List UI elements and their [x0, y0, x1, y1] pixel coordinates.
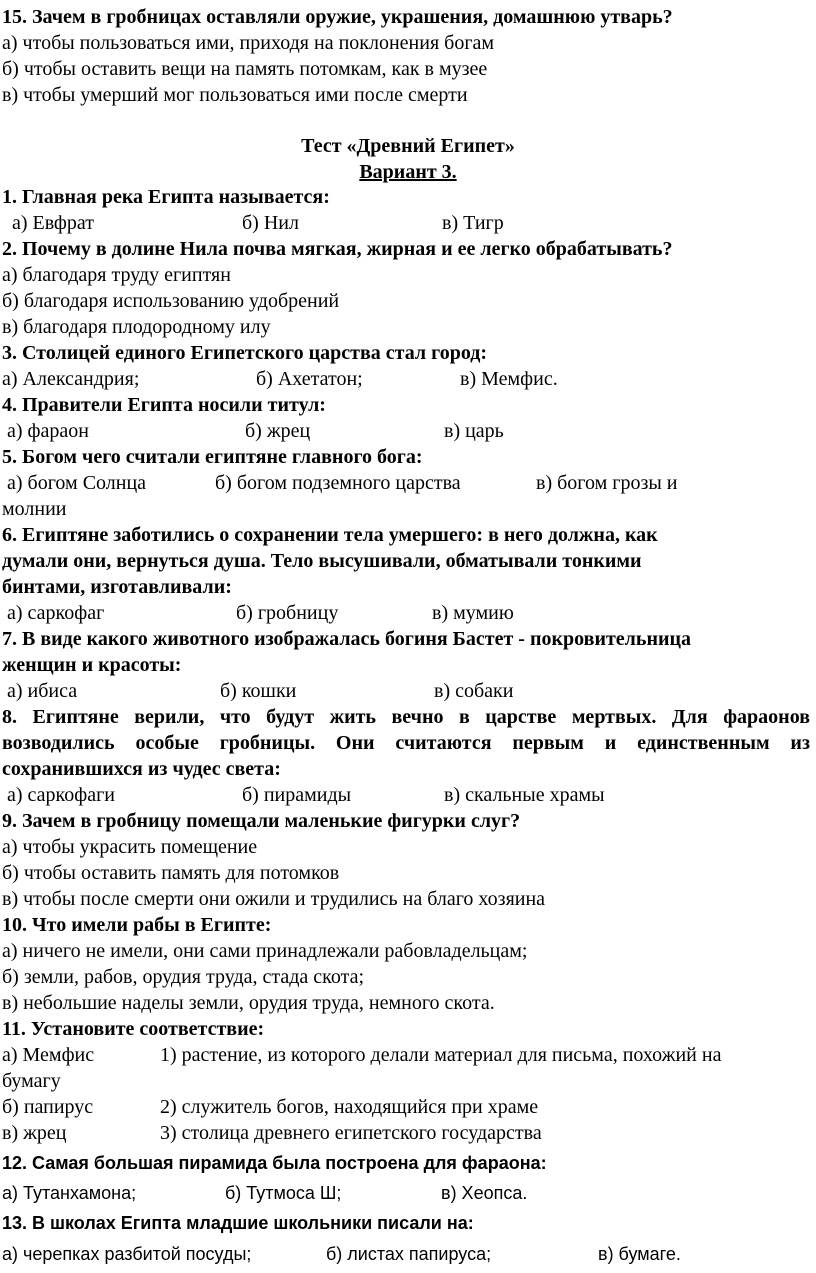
question-7-text-line-2: женщин и красоты:: [2, 654, 182, 676]
question-9-option-c: в) чтобы после смерти они ожили и трудились на благо хозяина: [2, 888, 546, 910]
question-6-text-line-3: бинтами, изготавливали:: [2, 576, 232, 598]
question-11-right-1: 1) растение, из которого делали материал для письма, похожий на: [160, 1044, 722, 1066]
question-15-option-c: в) чтобы умерший мог пользоваться ими после смерти: [2, 84, 468, 106]
question-3-text: 3. Столицей единого Египетского царства стал город:: [2, 342, 488, 364]
question-1-option-a: а) Евфрат: [12, 212, 94, 234]
question-10-option-a: а) ничего не имели, они сами принадлежали рабовладельцам;: [2, 940, 528, 962]
question-1-text: 1. Главная река Египта называется:: [2, 186, 330, 208]
question-2-text: 2. Почему в долине Нила почва мягкая, жирная и ее легко обрабатывать?: [2, 238, 673, 260]
question-11-left-1: а) Мемфис: [2, 1044, 95, 1066]
question-15-text: 15. Зачем в гробницах оставляли оружие, украшения, домашнюю утварь?: [2, 6, 673, 28]
question-2-option-c: в) благодаря плодородному илу: [2, 316, 271, 338]
test-title: Тест «Древний Египет»: [301, 135, 515, 157]
question-7-option-b: б) кошки: [220, 680, 297, 702]
question-2-option-b: б) благодаря использованию удобрений: [2, 290, 340, 312]
question-1-option-c: в) Тигр: [442, 212, 504, 234]
question-6-option-c: в) мумию: [432, 602, 514, 624]
question-9-option-a: а) чтобы украсить помещение: [2, 836, 258, 858]
question-12-text: 12. Самая большая пирамида была построена для фараона:: [2, 1153, 547, 1173]
question-4-text: 4. Правители Египта носили титул:: [2, 394, 326, 416]
question-11-left-2: б) папирус: [2, 1096, 94, 1118]
question-11-left-3: в) жрец: [2, 1122, 67, 1144]
question-4-option-c: в) царь: [444, 420, 504, 442]
question-3-option-b: б) Ахетатон;: [256, 368, 363, 390]
question-7-text-line-1: 7. В виде какого животного изображалась богиня Бастет - покровительница: [2, 628, 692, 650]
question-11-right-2: 2) служитель богов, находящийся при храме: [160, 1096, 539, 1118]
question-8-text-line-1: 8. Египтяне верили, что будут жить вечно в царстве мертвых. Для фараонов: [2, 706, 810, 728]
question-1-option-b: б) Нил: [242, 212, 299, 234]
question-6-option-b: б) гробницу: [236, 602, 339, 624]
question-12-option-b: б) Тутмоса Ш;: [225, 1183, 342, 1203]
question-5-option-c: в) богом грозы и: [536, 472, 678, 494]
question-8-option-b: б) пирамиды: [242, 784, 352, 806]
question-13-option-c: в) бумаге.: [598, 1244, 681, 1264]
question-5-option-b: б) богом подземного царства: [215, 472, 461, 494]
question-9-text: 9. Зачем в гробницу помещали маленькие фигурки слуг?: [2, 810, 521, 832]
question-11-right-3: 3) столица древнего египетского государства: [160, 1122, 542, 1144]
question-10-text: 10. Что имели рабы в Египте:: [2, 914, 272, 936]
question-13-option-b: б) листах папируса;: [326, 1244, 492, 1264]
question-5-text: 5. Богом чего считали египтяне главного бога:: [2, 446, 423, 468]
question-8-text-line-2: возводились особые гробницы. Они считаются первым и единственным из: [2, 732, 810, 754]
question-10-option-b: б) земли, рабов, орудия труда, стада скота;: [2, 966, 365, 988]
question-15-option-a: а) чтобы пользоваться ими, приходя на поклонения богам: [2, 32, 495, 54]
question-5-option-a: а) богом Солнца: [7, 472, 147, 494]
question-2-option-a: а) благодаря труду египтян: [2, 264, 231, 286]
variant-label: Вариант 3.: [359, 161, 457, 183]
question-7-option-c: в) собаки: [434, 680, 514, 702]
question-3-option-c: в) Мемфис.: [460, 368, 558, 390]
question-10-option-c: в) небольшие наделы земли, орудия труда, немного скота.: [2, 992, 495, 1014]
question-7-option-a: а) ибиса: [7, 680, 78, 702]
question-6-text-line-1: 6. Египтяне заботились о сохранении тела умершего: в него должна, как: [2, 524, 658, 546]
question-9-option-b: б) чтобы оставить память для потомков: [2, 862, 340, 884]
question-15-option-b: б) чтобы оставить вещи на память потомкам, как в музее: [2, 58, 488, 80]
question-12-option-a: а) Тутанхамона;: [2, 1183, 137, 1203]
question-11-text: 11. Установите соответствие:: [2, 1018, 265, 1040]
question-4-option-a: а) фараон: [7, 420, 89, 442]
question-13-option-a: а) черепках разбитой посуды;: [2, 1244, 252, 1264]
question-8-option-a: а) саркофаги: [7, 784, 115, 806]
question-6-text-line-2: думали они, вернуться душа. Тело высушивали, обматывали тонкими: [2, 550, 642, 572]
question-12-option-c: в) Хеопса.: [441, 1183, 528, 1203]
question-11-right-1-continued: бумагу: [2, 1070, 61, 1092]
question-5-option-c-continued: молнии: [2, 498, 67, 520]
question-13-text: 13. В школах Египта младшие школьники писали на:: [2, 1213, 474, 1233]
question-8-option-c: в) скальные храмы: [444, 784, 605, 806]
question-3-option-a: а) Александрия;: [2, 368, 140, 390]
variant-heading: [0, 159, 816, 185]
question-6-option-a: а) саркофаг: [7, 602, 105, 624]
question-4-option-b: б) жрец: [245, 420, 311, 442]
question-8-text-line-3: сохранившихся из чудес света:: [2, 758, 281, 780]
